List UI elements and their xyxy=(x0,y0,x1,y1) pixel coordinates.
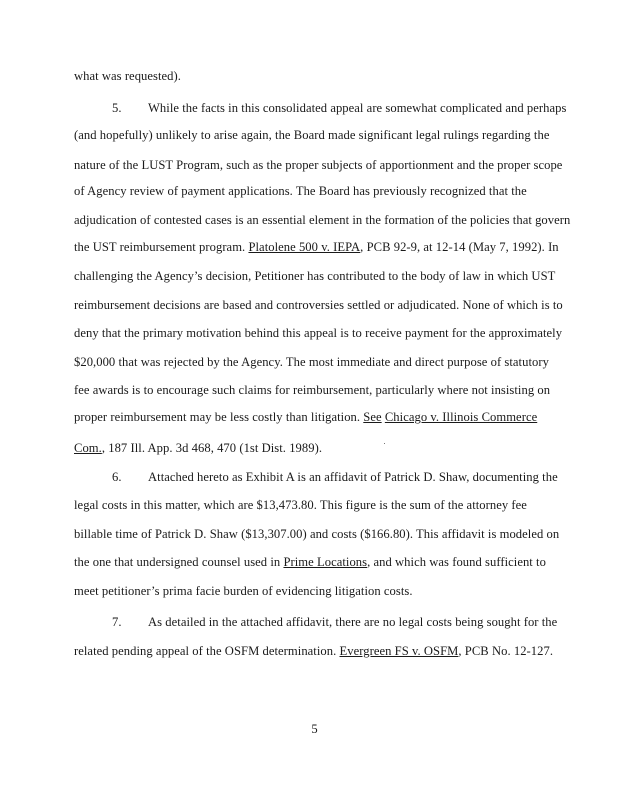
text-line: related pending appeal of the OSFM determination. Evergreen FS v. OSFM, PCB No. 12-127. xyxy=(74,644,554,658)
text-line: the UST reimbursement program. Platolene 500 v. IEPA, PCB 92-9, at 12-14 (May 7, 1992). In xyxy=(74,240,559,254)
scan-speck xyxy=(384,443,385,444)
paragraph-number: 7. xyxy=(112,615,122,629)
text-line: nature of the LUST Program, such as the proper subjects of apportionment and the proper scope xyxy=(74,158,563,172)
case-citation: Com. xyxy=(74,441,102,455)
text-line: legal costs in this matter, which are $13,473.80. This figure is the sum of the attorney fee xyxy=(74,498,527,512)
case-citation: Evergreen FS v. OSFM xyxy=(339,644,459,658)
case-citation: Prime Locations xyxy=(283,555,368,569)
text-line: the one that undersigned counsel used in Prime Locations, and which was found sufficient to xyxy=(74,555,546,569)
text-line: (and hopefully) unlikely to arise again, the Board made significant legal rulings regarding the xyxy=(74,128,550,142)
signal-see: See xyxy=(363,410,382,424)
paragraph-6-first-line: 6. Attached hereto as Exhibit A is an affidavit of Patrick D. Shaw, documenting the xyxy=(112,470,558,484)
text-line: what was requested). xyxy=(74,69,181,83)
page-number: 5 xyxy=(311,722,318,736)
text-line: Com., 187 Ill. App. 3d 468, 470 (1st Dist. 1989). xyxy=(74,441,323,455)
text-line: challenging the Agency’s decision, Petitioner has contributed to the body of law in which UST xyxy=(74,269,556,283)
paragraph-number: 6. xyxy=(112,470,122,484)
text-line: of Agency review of payment applications. The Board has previously recognized that the xyxy=(74,184,527,198)
text-line: deny that the primary motivation behind this appeal is to receive payment for the approximately xyxy=(74,326,563,340)
case-citation: Platolene 500 v. IEPA xyxy=(248,240,361,254)
text-line: proper reimbursement may be less costly than litigation. See Chicago v. Illinois Commerce xyxy=(74,410,538,424)
text-line: adjudication of contested cases is an essential element in the formation of the policies that govern xyxy=(74,213,571,227)
paragraph-5-first-line: 5. While the facts in this consolidated appeal are somewhat complicated and perhaps xyxy=(112,101,567,115)
paragraph-number: 5. xyxy=(112,101,122,115)
text-line: meet petitioner’s prima facie burden of evidencing litigation costs. xyxy=(74,584,413,598)
text-line: fee awards is to encourage such claims for reimbursement, particularly where not insisting on xyxy=(74,383,551,397)
text-line: reimbursement decisions are based and controversies settled or adjudicated. None of which is to xyxy=(74,298,563,312)
text-line: billable time of Patrick D. Shaw ($13,307.00) and costs ($166.80). This affidavit is modeled on xyxy=(74,527,560,541)
paragraph-7-first-line: 7. As detailed in the attached affidavit, there are no legal costs being sought for the xyxy=(112,615,558,629)
text-line: $20,000 that was rejected by the Agency. The most immediate and direct purpose of statutory xyxy=(74,355,549,369)
case-citation: Chicago v. Illinois Commerce xyxy=(384,410,538,424)
